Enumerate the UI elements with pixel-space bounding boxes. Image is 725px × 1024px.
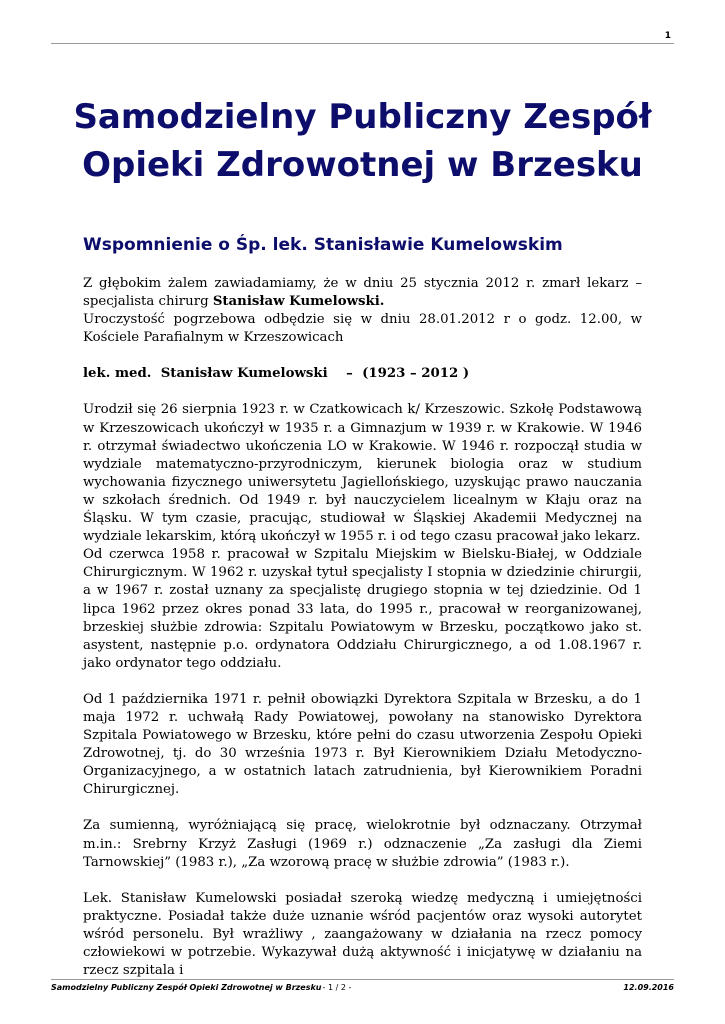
article-title: Wspomnienie o Śp. lek. Stanisławie Kumelowskim — [83, 235, 563, 255]
article-body — [83, 275, 642, 980]
footer-organization: Samodzielny Publiczny Zespół Opieki Zdrowotnej w Brzesku — [51, 983, 322, 992]
footer-divider — [51, 979, 674, 980]
name-heading: lek. med. Stanisław Kumelowski – (1923 – 2012 ) — [83, 366, 470, 382]
bio-paragraph-3: Od 1 października 1971 r. pełnił obowiązki Dyrektora Szpitala w Brzesku, a do 1 maja 1972 r. uchwałą Rady Powiatowej, powołany na stanowisko Dyrektora Szpitala Powiatowego w Brzesku, które pełni do czasu utworzenia Zespołu Opieki Zdrowotnej, tj. do 30 września 1973 r. Był Kierownikiem Działu Metodyczno-Organizacyjnego, a w ostatnich latach zatrudnienia, był Kierownikiem Poradni Chirurgicznej. — [83, 691, 642, 798]
page-title — [51, 93, 674, 189]
bio-paragraph-2: Od czerwca 1958 r. pracował w Szpitalu Miejskim w Bielsku-Białej, w Oddziale Chirurgicznym. W 1962 r. uzyskał tytuł specjalisty I stopnia w dziedzinie chirurgii, a w 1967 r. został uznany za specjalistę drugiego stopnia w tej dziedzinie. Od 1 lipca 1962 przez okres ponad 33 lata, do 1995 r., pracował w reorganizowanej, brzeskiej służbie zdrowia: Szpitalu Powiatowym w Brzesku, początkowo jako st. asystent, następnie p.o. ordynatora Oddziału Chirurgicznego, a od 1.08.1967 r. jako ordynator tego oddziału. — [83, 547, 642, 671]
footer-date: 12.09.2016 — [623, 983, 674, 992]
header-divider — [51, 43, 674, 44]
title-line-1: Samodzielny Publiczny Zespół — [73, 97, 652, 137]
bio-paragraph-1: Urodził się 26 sierpnia 1923 r. w Czatkowicach k/ Krzeszowic. Szkołę Podstawową w Krzeszowicach ukończył w 1935 r. a Gimnazjum w 1939 r. w Krakowie. W 1946 r. otrzymał świadectwo ukończenia LO w Krakowie. W 1946 r. rozpoczął studia w wydziale matematyczno-przyrodniczym, kierunek biologia oraz w studium wychowania fizycznego uniwersytetu Jagiellońskiego, uzyskując prawo nauczania w szkołach średnich. Od 1949 r. był nauczycielem licealnym w Kłaju oraz na Śląsku. W tym czasie, pracując, studiował w Śląskiej Akademii Medycznej na wydziale lekarskim, którą ukończył w 1955 r. i od tego czasu pracował jako lekarz. — [83, 402, 642, 545]
intro-paragraph — [83, 275, 642, 311]
funeral-paragraph: Uroczystość pogrzebowa odbędzie się w dniu 28.01.2012 r o godz. 12.00, w Kościele Parafialnym w Krzeszowicach — [83, 312, 642, 346]
bio-paragraph-4: Za sumienną, wyróżniającą się pracę, wielokrotnie był odznaczany. Otrzymał m.in.: Srebrny Krzyż Zasługi (1969 r.) odznaczenie „Za zasługi dla Ziemi Tarnowskiej” (1983 r.), „Za wzorową pracę w służbie zdrowia” (1983 r.). — [83, 818, 642, 870]
bio-paragraph-5: Lek. Stanisław Kumelowski posiadał szeroką wiedzę medyczną i umiejętności praktyczne. Posiadał także duże uznanie wśród pacjentów oraz wysoki autorytet wśród personelu. Był wrażliwy , zaangażowany w działania na rzecz pomocy człowiekowi w potrzebie. Wykazywał dużą aktywność i inicjatywę w działaniu na rzecz szpitala i — [83, 890, 642, 979]
footer-page-count: - 1 / 2 - — [322, 983, 352, 992]
page-footer — [51, 983, 674, 992]
title-line-2: Opieki Zdrowotnej w Brzesku — [82, 145, 643, 185]
intro-name: Stanisław Kumelowski. — [212, 294, 385, 310]
page-number: 1 — [664, 31, 671, 41]
intro-text: Z głębokim żalem zawiadamiamy, że w dniu 25 stycznia 2012 r. zmarł lekarz – specjalista chirurg — [83, 276, 642, 310]
